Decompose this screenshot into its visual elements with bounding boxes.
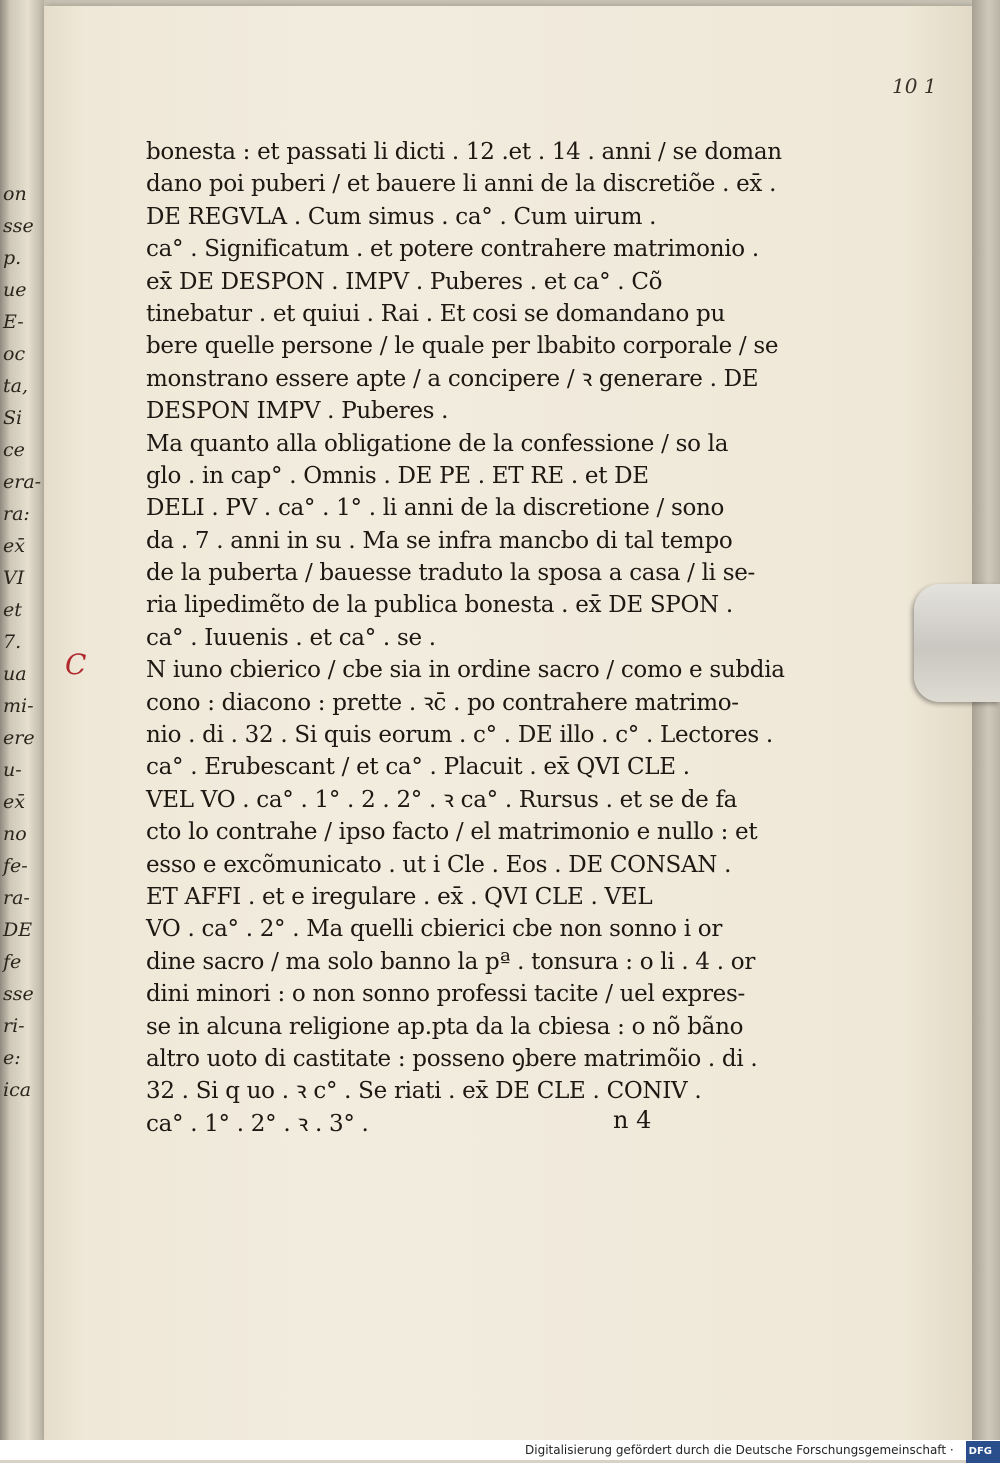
- left-page-fragment: sse: [3, 983, 34, 1005]
- left-page-fragment: ri-: [3, 1015, 25, 1037]
- left-page-fragment: fe-: [3, 855, 28, 877]
- text-block: [146, 136, 785, 1140]
- text-line: ria lipedimẽto de la publica bonesta . ex̄ DE SPON .: [146, 592, 733, 619]
- left-page-fragment: VI: [3, 567, 25, 589]
- text-line: dine sacro / ma solo banno la pª . tonsura : o li . 4 . or: [146, 948, 756, 975]
- left-page-fragment: on: [3, 183, 27, 205]
- rubricated-initial: C: [65, 648, 87, 681]
- left-page-fragment: DE: [3, 919, 33, 941]
- text-line: se in alcuna religione ap.pta da la cbiesa : o nõ bãno: [146, 1013, 744, 1040]
- text-line: altro uoto di castitate : posseno ꝯbere matrimõio . di .: [146, 1045, 758, 1072]
- left-page-fragment: no: [3, 823, 27, 845]
- dfg-logo: DFG: [966, 1441, 1000, 1463]
- left-page-fragment: ra-: [3, 887, 30, 909]
- text-line: ca° . Significatum . et potere contrahere matrimonio .: [146, 236, 759, 263]
- left-page-fragment: e:: [3, 1047, 21, 1069]
- left-page-fragment: ex̄: [3, 535, 25, 557]
- left-page-fragment: mi-: [3, 695, 34, 717]
- left-page-fragment: fe: [3, 951, 22, 973]
- left-page-fragment: ica: [3, 1079, 32, 1101]
- left-page-fragment: et: [3, 599, 22, 621]
- left-page-fragment: u-: [3, 759, 22, 781]
- left-page-fragment: ce: [3, 439, 25, 461]
- left-page-fragment: p.: [3, 247, 22, 269]
- left-page-fragment: ex̄: [3, 791, 25, 813]
- text-line: ca° . 1° . 2° . ꝛ . 3° .: [146, 1110, 369, 1137]
- left-page-fragment: ua: [3, 663, 27, 685]
- text-line: Ma quanto alla obligatione de la confessione / so la: [146, 430, 729, 457]
- text-line: 32 . Si q uo . ꝛ c° . Se riati . ex̄ DE CLE . CONIV .: [146, 1078, 702, 1105]
- text-line: ET AFFI . et e iregulare . ex̄ . QVI CLE . VEL: [146, 883, 653, 910]
- text-line: ex̄ DE DESPON . IMPV . Puberes . et ca° . Cõ: [146, 268, 663, 295]
- page-clip: [914, 584, 1000, 702]
- footer-credit: Digitalisierung gefördert durch die Deutsche Forschungsgemeinschaft ·: [525, 1443, 954, 1457]
- text-line: dini minori : o non sonno professi tacite / uel expres-: [146, 981, 745, 1008]
- text-line: cto lo contrahe / ipso facto / el matrimonio e nullo : et: [146, 819, 758, 846]
- folio-number: 10 1: [892, 74, 937, 98]
- text-line: N iuno cbierico / cbe sia in ordine sacro / como e subdia: [146, 657, 785, 684]
- left-page-fragments: [3, 178, 43, 1106]
- text-line: DELI . PV . ca° . 1° . li anni de la discretione / sono: [146, 495, 725, 522]
- text-line: bonesta : et passati li dicti . 12 .et . 14 . anni / se doman: [146, 139, 782, 165]
- left-page-fragment: ere: [3, 727, 35, 749]
- left-page-fragment: 7.: [3, 631, 22, 653]
- left-page-fragment: Si: [3, 407, 23, 429]
- text-line: VEL VO . ca° . 1° . 2 . 2° . ꝛ ca° . Rursus . et se de fa: [146, 786, 738, 813]
- text-line: bere quelle persone / le quale per lbabito corporale / se: [146, 333, 779, 360]
- text-line: tinebatur . et quiui . Rai . Et cosi se domandano pu: [146, 300, 725, 327]
- text-line: nio . di . 32 . Si quis eorum . c° . DE illo . c° . Lectores .: [146, 722, 773, 749]
- text-line: glo . in cap° . Omnis . DE PE . ET RE . et DE: [146, 462, 649, 489]
- left-page-fragment: oc: [3, 343, 26, 365]
- text-line: esso e excõmunicato . ut i Cle . Eos . DE CONSAN .: [146, 851, 732, 878]
- signature-mark: n 4: [613, 1106, 652, 1134]
- text-line: dano poi puberi / et bauere li anni de la discretiõe . ex̄ .: [146, 171, 777, 198]
- text-line: ca° . Iuuenis . et ca° . se .: [146, 624, 436, 651]
- text-line: ca° . Erubescant / et ca° . Placuit . ex̄ QVI CLE .: [146, 754, 690, 781]
- text-line: DESPON IMPV . Puberes .: [146, 398, 449, 425]
- left-page-fragment: ra:: [3, 503, 30, 525]
- text-line: VO . ca° . 2° . Ma quelli cbierici cbe non sonno i or: [146, 916, 723, 943]
- left-page-fragment: sse: [3, 215, 34, 237]
- text-line: monstrano essere apte / a concipere / ꝛ generare . DE: [146, 365, 759, 392]
- text-line: DE REGVLA . Cum simus . ca° . Cum uirum .: [146, 203, 657, 230]
- left-page-fragment: era-: [3, 471, 42, 493]
- text-line: da . 7 . anni in su . Ma se infra mancbo di tal tempo: [146, 527, 733, 554]
- text-line: de la puberta / bauesse traduto la sposa a casa / li se-: [146, 560, 755, 587]
- left-page-fragment: ta,: [3, 375, 29, 397]
- left-page-fragment: ue: [3, 279, 27, 301]
- text-line: cono : diacono : prette . ꝛc̄ . po contrahere matrimo-: [146, 689, 739, 716]
- page-stack-edge: [972, 0, 1000, 1440]
- left-page-edge: [0, 0, 44, 1440]
- footer-bar: [0, 1440, 1000, 1460]
- left-page-fragment: E-: [3, 311, 24, 333]
